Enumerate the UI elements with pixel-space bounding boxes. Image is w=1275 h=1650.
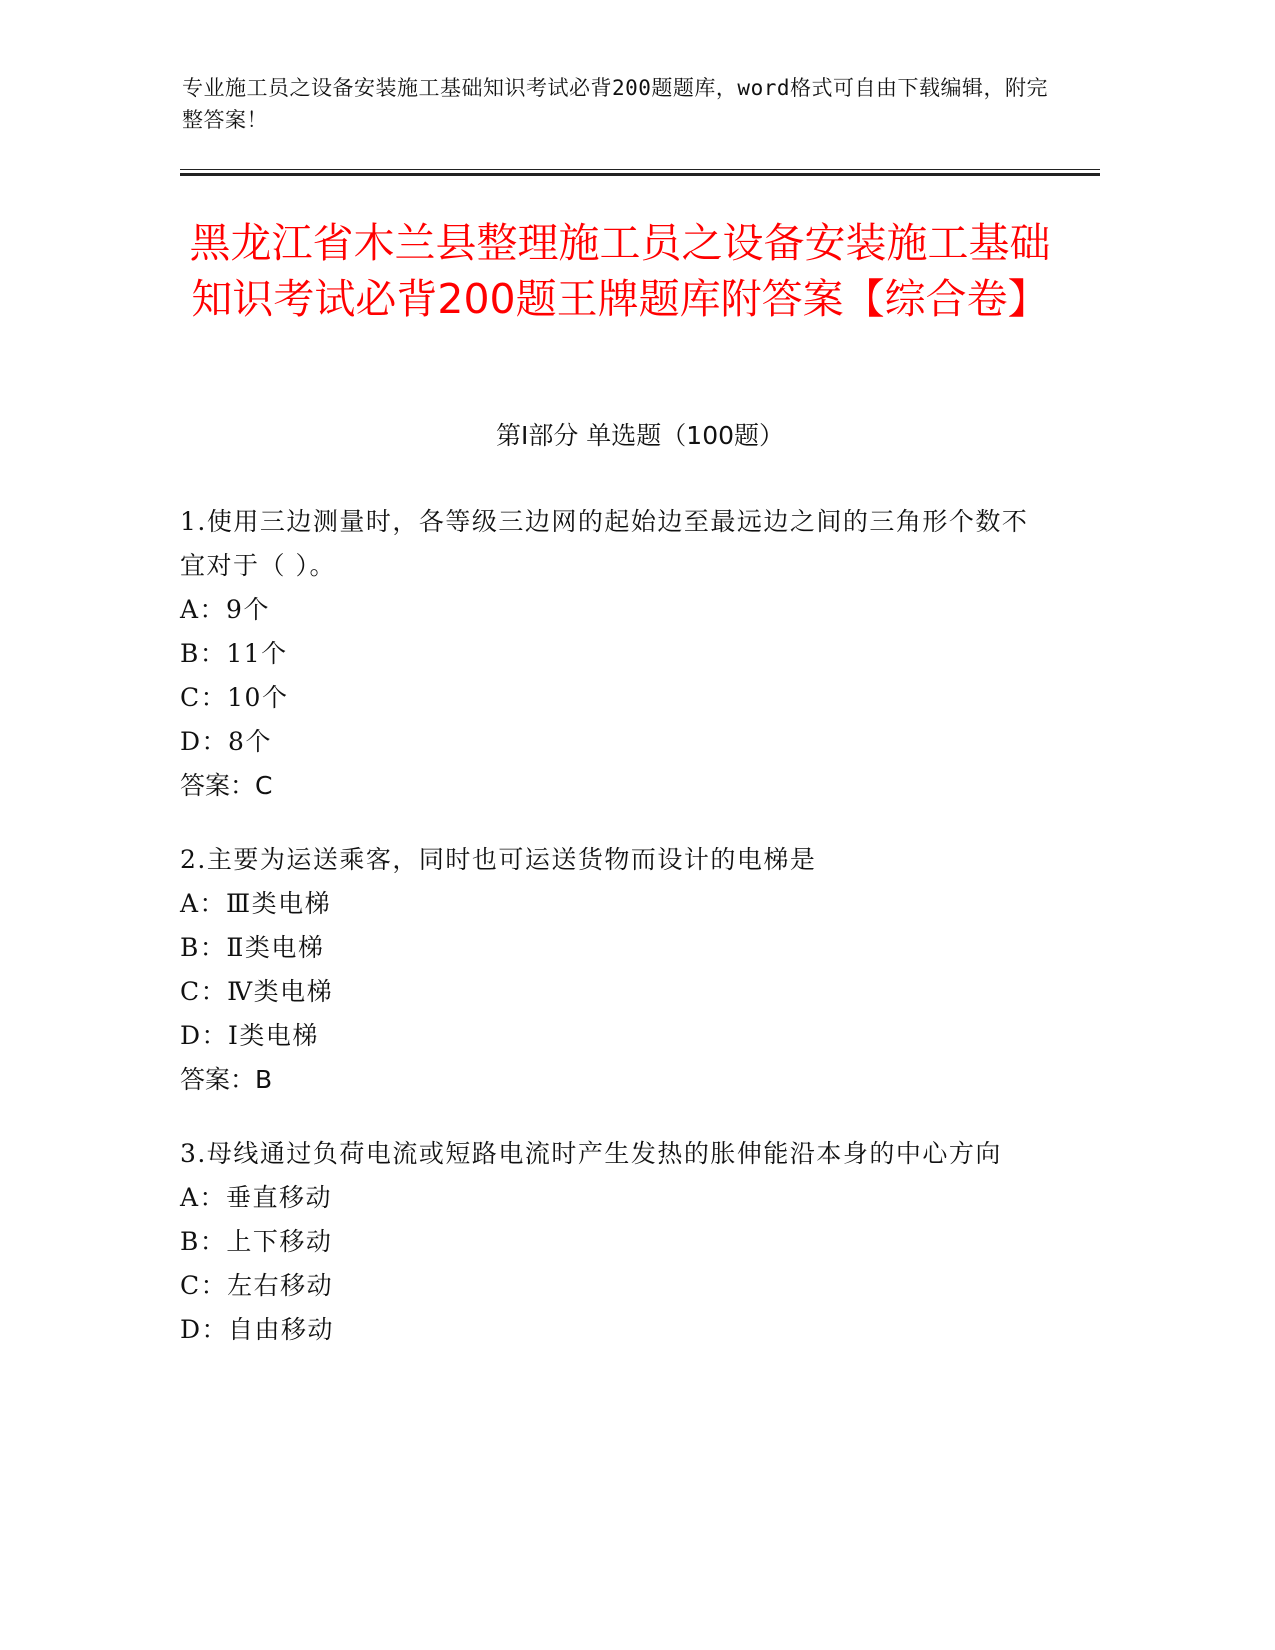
option-d: D：Ⅰ类电梯 [180, 1021, 319, 1050]
option-a: A：9个 [180, 595, 270, 624]
option-d: D：8个 [180, 727, 272, 756]
option-b: B：Ⅱ类电梯 [180, 933, 325, 962]
option-c: C：左右移动 [180, 1271, 334, 1300]
question-stem: 3.母线通过负荷电流或短路电流时产生发热的胀伸能沿本身的中心方向 [180, 1139, 1002, 1168]
option-c: C：Ⅳ类电梯 [180, 977, 334, 1006]
question-2 [180, 838, 1040, 1102]
header-note: 专业施工员之设备安装施工基础知识考试必背200题题库，word格式可自由下载编辑，附完整答案！ [182, 76, 1048, 132]
question-list [180, 500, 1040, 1382]
question-stem: 2.主要为运送乘客，同时也可运送货物而设计的电梯是 [180, 845, 817, 874]
question-stem: 1.使用三边测量时，各等级三边网的起始边至最远边之间的三角形个数不宜对于（ ）。 [180, 507, 1029, 580]
option-a: A：垂直移动 [180, 1183, 333, 1212]
option-a: A：Ⅲ类电梯 [180, 889, 332, 918]
document-title: 黑龙江省木兰县整理施工员之设备安装施工基础知识考试必背200题王牌题库附答案【综合卷】 [189, 219, 1051, 323]
question-3 [180, 1132, 1040, 1352]
question-1 [180, 500, 1040, 808]
section-heading: 第Ⅰ部分 单选题（100题） [495, 421, 785, 450]
header-divider-thin [180, 169, 1100, 170]
header-divider-thick [180, 173, 1100, 176]
question-answer: 答案：C [180, 771, 273, 800]
option-b: B：11个 [180, 639, 288, 668]
option-d: D：自由移动 [180, 1315, 335, 1344]
option-b: B：上下移动 [180, 1227, 333, 1256]
option-c: C：10个 [180, 683, 289, 712]
question-answer: 答案：B [180, 1065, 273, 1094]
